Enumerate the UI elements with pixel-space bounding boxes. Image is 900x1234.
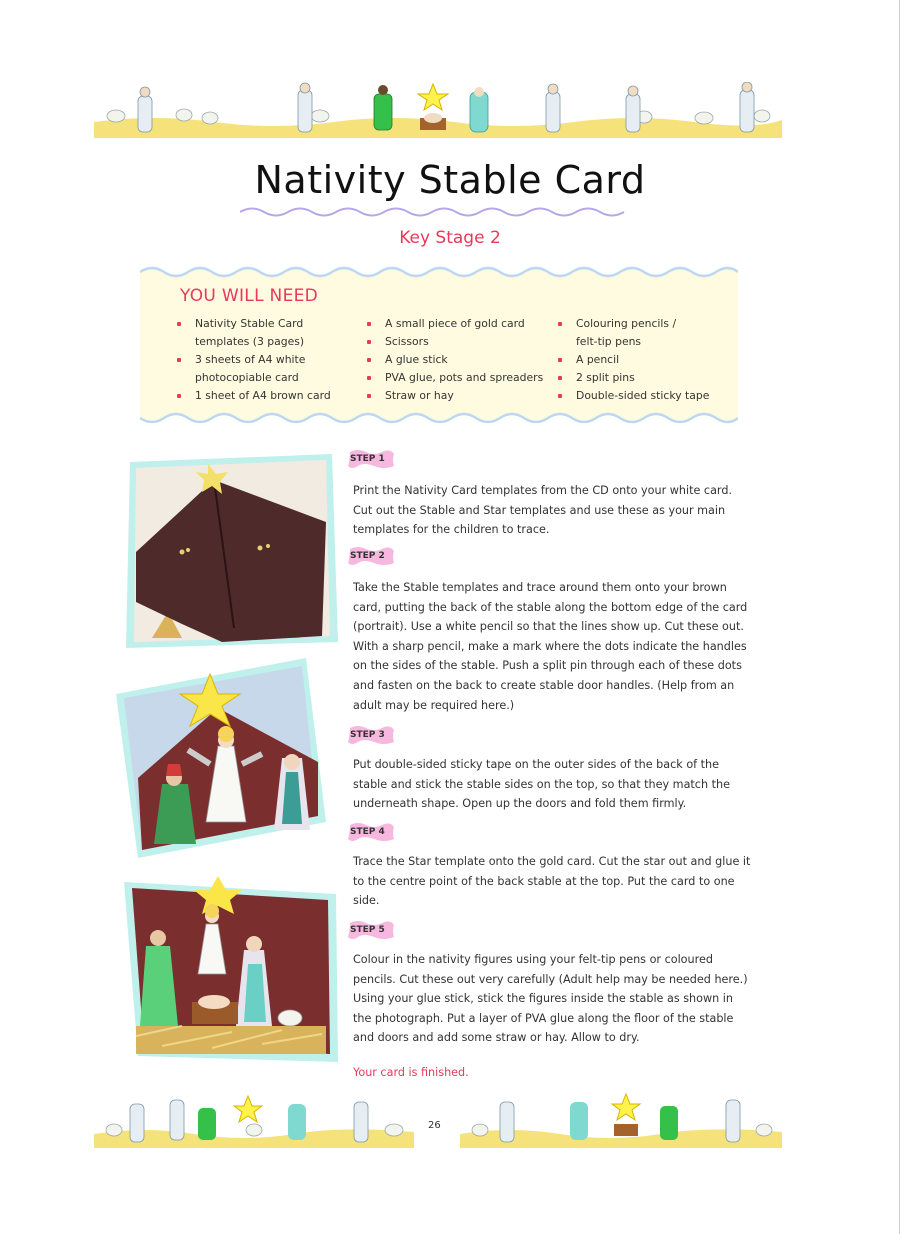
- joseph-icon: [198, 1108, 216, 1140]
- bottom-right-nativity-border: [460, 1090, 782, 1148]
- list-item: A small piece of gold card: [366, 315, 566, 333]
- manger-icon: [614, 1124, 638, 1136]
- you-will-need-heading: YOU WILL NEED: [180, 286, 319, 306]
- list-item: Scissors: [366, 333, 566, 351]
- step-label: STEP 5: [350, 925, 385, 935]
- shepherd-icon: [170, 1100, 184, 1140]
- step-text: Trace the Star template onto the gold card. Cut the star out and glue it to the centre point of the back stable at the top. Put the card to one side.: [353, 855, 751, 908]
- list-item-continuation: felt-tip pens: [576, 335, 642, 348]
- joseph-icon: [374, 85, 392, 130]
- joseph-icon: [660, 1106, 678, 1140]
- materials-column-2: [366, 315, 566, 405]
- title-underline-wave: [240, 204, 632, 218]
- list-item: PVA glue, pots and spreaders: [366, 369, 566, 387]
- list-item-continuation: templates (3 pages): [195, 335, 305, 348]
- list-item: Nativity Stable Card: [176, 315, 366, 333]
- key-stage-label: Key Stage 2: [399, 228, 501, 248]
- star-icon: [612, 1094, 640, 1120]
- mary-icon: [570, 1102, 588, 1140]
- sheep-icon: [278, 1010, 302, 1026]
- top-nativity-border: [94, 82, 782, 138]
- step-text: Print the Nativity Card templates from the CD onto your white card. Cut out the Stable and Star templates and use these as your main templates for the children to trace.: [353, 484, 732, 537]
- bottom-left-nativity-border: [94, 1090, 414, 1148]
- step-text: Put double-sided sticky tape on the outer sides of the back of the stable and stick the stable sides on the top, so that they match the underneath shape. Open up the doors and fold them firmly.: [353, 758, 730, 811]
- list-item: 2 split pins: [557, 369, 737, 387]
- step-label: STEP 4: [350, 827, 385, 837]
- list-item: Colouring pencils /: [557, 315, 737, 333]
- materials-column-1: [176, 315, 366, 405]
- page-title: Nativity Stable Card: [254, 158, 646, 202]
- star-icon: [234, 1096, 262, 1122]
- step-label: STEP 1: [350, 454, 385, 464]
- star-icon: [418, 84, 448, 110]
- step-label: STEP 3: [350, 730, 385, 740]
- list-item: 1 sheet of A4 brown card: [176, 387, 366, 405]
- stable-photo-closed: [122, 452, 344, 652]
- step-label: STEP 2: [350, 551, 385, 561]
- materials-column-3: [557, 315, 737, 405]
- mary-icon: [470, 87, 488, 132]
- page-number: 26: [428, 1120, 441, 1131]
- list-item-continuation: photocopiable card: [195, 371, 299, 384]
- list-item: Double-sided sticky tape: [557, 387, 737, 405]
- manger-icon: [420, 113, 446, 130]
- step-text: Take the Stable templates and trace around them onto your brown card, putting the back of the stable along the bottom edge of the card (portrait). Use a white pencil so that the lines show up. Cut these out. With a sharp pencil, make a mark where the dots indicate the handles on the sides of the stable. Push a split pin through each of these dots and fasten on the back to create stable door handles. (Help from an adult may be required here.): [353, 581, 748, 712]
- list-item: A glue stick: [366, 351, 566, 369]
- list-item: A pencil: [557, 351, 737, 369]
- list-item: Straw or hay: [366, 387, 566, 405]
- step-text: Colour in the nativity figures using your felt-tip pens or coloured pencils. Cut these out very carefully (Adult help may be needed here.) Using your glue stick, stick the figures inside the stable as shown in the photograph. Put a layer of PVA glue along the floor of the stable and doors and add some straw or hay. Allow to dry.: [353, 953, 748, 1045]
- list-item: 3 sheets of A4 white: [176, 351, 366, 369]
- mary-icon: [288, 1104, 306, 1140]
- stable-photo-finished: [122, 876, 344, 1068]
- finished-note: Your card is finished.: [353, 1066, 469, 1079]
- stable-photo-open: [110, 654, 332, 860]
